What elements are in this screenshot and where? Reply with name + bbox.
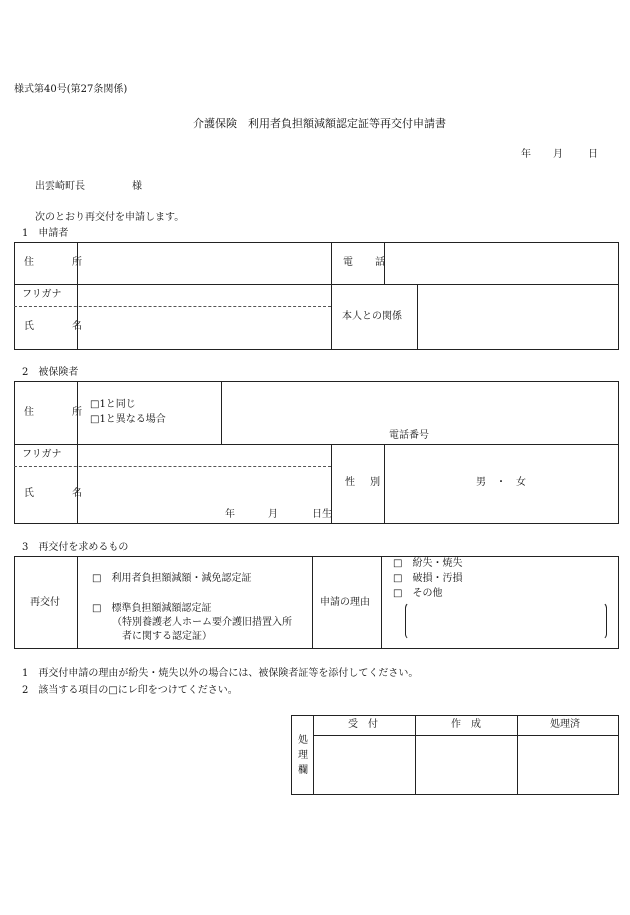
applicant-phone-label: 電 話: [343, 257, 391, 268]
processing-col-processed: 処理済: [550, 719, 580, 730]
insured-name-label: 氏 名: [24, 488, 96, 499]
option-same-as-1[interactable]: □1と同じ: [90, 399, 136, 410]
reissue-item-note-1: （特別養護老人ホーム要介護旧措置入所: [112, 617, 292, 628]
insured-address-field[interactable]: [223, 384, 616, 428]
applicant-furigana-field[interactable]: [78, 286, 330, 304]
birth-day-label: 日生: [312, 509, 332, 520]
insured-furigana-field[interactable]: [78, 446, 330, 464]
gender-label: 性 別: [345, 477, 387, 488]
form-number: 様式第40号(第27条関係): [14, 84, 128, 95]
gender-options[interactable]: 男 ・ 女: [476, 477, 526, 488]
applicant-address-field[interactable]: [78, 246, 330, 282]
birth-month-label: 月: [268, 509, 278, 520]
section1-heading: 1 申請者: [22, 228, 69, 239]
date-month: 月: [553, 149, 563, 160]
processing-side-label-3: 欄: [298, 765, 308, 776]
birth-year-label: 年: [225, 509, 235, 520]
processing-col-created: 作 成: [451, 719, 481, 730]
reason-damaged[interactable]: □ 破損・汚損: [393, 573, 463, 584]
option-different[interactable]: □1と異なる場合: [90, 414, 166, 425]
date-year: 年: [521, 149, 531, 160]
reason-label: 申請の理由: [320, 597, 370, 608]
form-title: 介護保険 利用者負担額減額認定証等再交付申請書: [193, 117, 446, 130]
reason-other-field[interactable]: [405, 602, 607, 640]
insured-address-label: 住 所: [24, 407, 96, 418]
processing-side-label-1: 処: [298, 735, 308, 746]
relation-label: 本人との関係: [342, 311, 402, 322]
addressee-honorific: 様: [132, 181, 142, 192]
applicant-name-label: 氏 名: [24, 321, 96, 332]
section2-heading: 2 被保険者: [22, 367, 79, 378]
applicant-phone-field[interactable]: [386, 246, 616, 282]
reissue-item-standard-cert[interactable]: □ 標準負担額減額認定証: [92, 603, 212, 614]
note-2: 2 該当する項目の□にレ印をつけてください。: [22, 685, 238, 696]
section3-heading: 3 再交付を求めるもの: [22, 542, 129, 553]
intro-text: 次のとおり再交付を申請します。: [35, 212, 185, 223]
reason-lost[interactable]: □ 紛失・焼失: [393, 558, 463, 569]
reason-other[interactable]: □ その他: [393, 588, 443, 599]
reissue-item-note-2: 者に関する認定証）: [122, 631, 212, 642]
reissue-item-reduction-cert[interactable]: □ 利用者負担額減額・減免認定証: [92, 573, 252, 584]
applicant-address-label: 住 所: [24, 257, 96, 268]
insured-phone-label: 電話番号: [389, 430, 429, 441]
reissue-label: 再交付: [30, 597, 60, 608]
applicant-name-field[interactable]: [78, 308, 330, 348]
date-day: 日: [588, 149, 598, 160]
relation-field[interactable]: [419, 286, 617, 348]
applicant-furigana-label: フリガナ: [22, 289, 62, 300]
processing-col-received: 受 付: [348, 719, 378, 730]
addressee-name: 出雲崎町長: [35, 181, 85, 192]
insured-name-field[interactable]: [78, 468, 330, 504]
processing-side-label-2: 理: [298, 750, 308, 761]
note-1: 1 再交付申請の理由が紛失・焼失以外の場合には、被保険者証等を添付してください。: [22, 668, 419, 679]
insured-furigana-label: フリガナ: [22, 449, 62, 460]
